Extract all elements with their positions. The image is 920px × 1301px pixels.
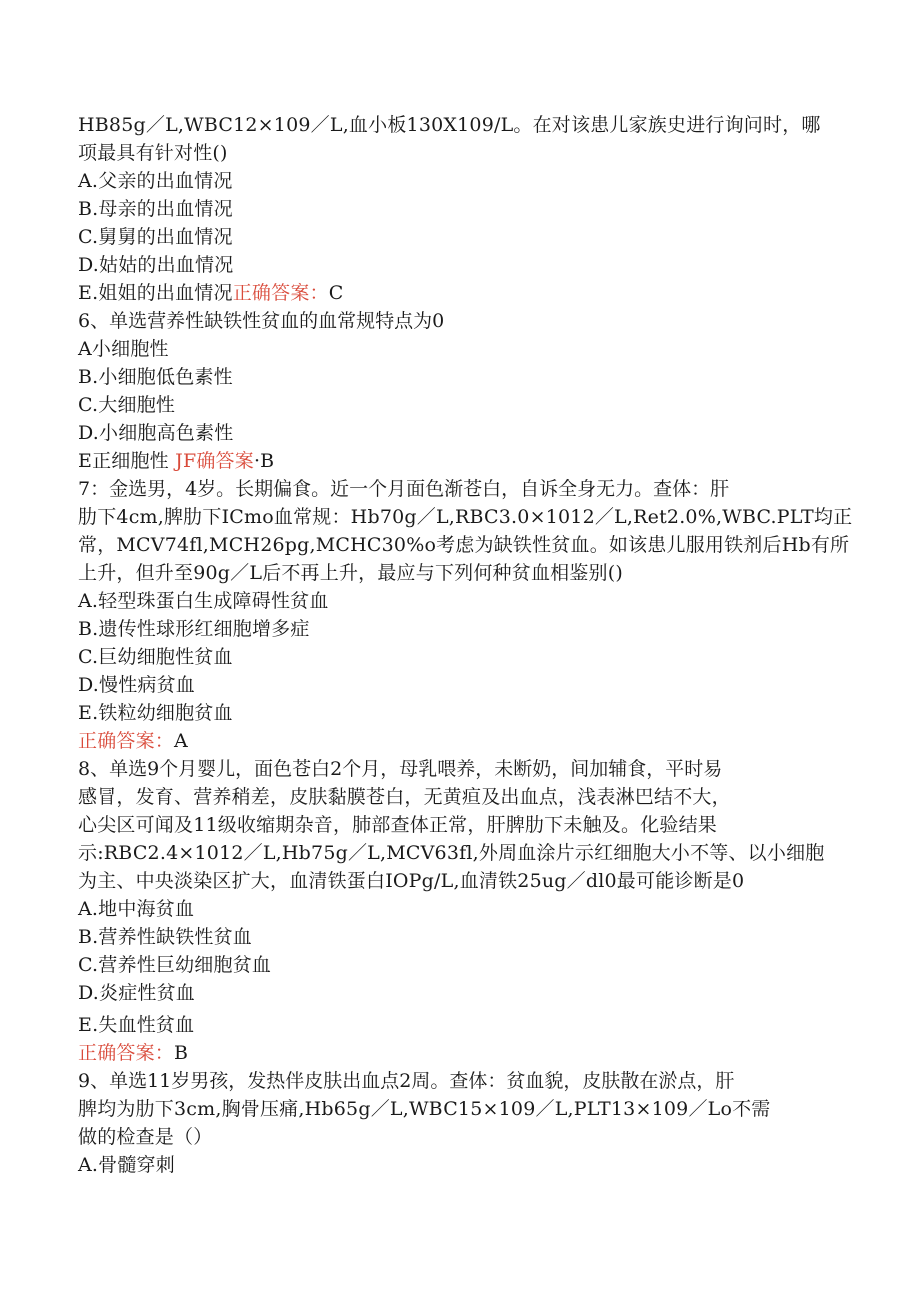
q6-option-d: D.小细胞高色素性 bbox=[78, 422, 234, 444]
q7-option-d: D.慢性病贫血 bbox=[78, 674, 195, 696]
q6-option-a: A小细胞性 bbox=[78, 338, 169, 360]
q8-option-a: A.地中海贫血 bbox=[78, 898, 195, 920]
q5-stem-line-2: 项最具有针对性() bbox=[78, 142, 228, 164]
q6-answer-value: ·B bbox=[253, 450, 275, 472]
q5-stem-line-1: HB85g／L,WBC12×109／L,血小板130X109/L。在对该患儿家族史进行询问时，哪 bbox=[78, 114, 821, 136]
q7-stem-line-3: 常，MCV74fl,MCH26pg,MCHC30%o考虑为缺铁性贫血。如该患儿服用铁剂后Hb有所 bbox=[78, 534, 850, 556]
q5-answer-value: C bbox=[328, 282, 344, 304]
q6-option-e-line bbox=[78, 448, 274, 474]
q7-stem-line-4: 上升，但升至90g／L后不再上升，最应与下列何种贫血相鉴别() bbox=[78, 562, 623, 584]
q9-stem-line-3: 做的检查是（） bbox=[78, 1126, 213, 1148]
q7-stem-line-2: 肋下4cm,脾肋下ICmo血常规：Hb70g／L,RBC3.0×1012／L,Ret2.0%,WBC.PLT均正 bbox=[78, 506, 853, 528]
q5-option-e: E.姐姐的出血情况 bbox=[78, 282, 233, 304]
q7-answer-label: 正确答案： bbox=[78, 730, 175, 752]
q7-option-c: C.巨幼细胞性贫血 bbox=[78, 646, 233, 668]
q8-stem-line-3: 心尖区可闻及11级收缩期杂音，肺部查体正常，肝脾肋下未触及。化验结果 bbox=[78, 814, 717, 836]
q9-stem-line-2: 脾均为肋下3cm,胸骨压痛,Hb65g／L,WBC15×109／L,PLT13×109／Lo不需 bbox=[78, 1098, 771, 1120]
q8-option-b: B.营养性缺铁性贫血 bbox=[78, 926, 253, 948]
q8-answer-label: 正确答案： bbox=[78, 1042, 175, 1064]
q7-stem-line-1: 7：金选男，4岁。长期偏食。近一个月面色渐苍白，自诉全身无力。查体：肝 bbox=[78, 478, 730, 500]
q5-option-e-line bbox=[78, 280, 343, 306]
q6-answer-label: JF确答案 bbox=[175, 450, 254, 472]
q8-option-c: C.营养性巨幼细胞贫血 bbox=[78, 954, 272, 976]
q6-option-e: E正细胞性 bbox=[78, 450, 176, 472]
q6-stem: 6、单选营养性缺铁性贫血的血常规特点为0 bbox=[78, 310, 445, 332]
q5-answer-label: 正确答案： bbox=[232, 282, 329, 304]
q8-stem-line-5: 为主、中央淡染区扩大，血清铁蛋白IOPg/L,血清铁25ug／dl0最可能诊断是0 bbox=[78, 870, 745, 892]
q6-option-b: B.小细胞低色素性 bbox=[78, 366, 233, 388]
q7-answer-value: A bbox=[174, 730, 188, 752]
q8-answer-line bbox=[78, 1040, 188, 1066]
q9-stem-line-1: 9、单选11岁男孩，发热伴皮肤出血点2周。查体：贫血貌，皮肤散在淤点，肝 bbox=[78, 1070, 735, 1092]
q5-option-d: D.姑姑的出血情况 bbox=[78, 254, 234, 276]
q8-option-d: D.炎症性贫血 bbox=[78, 982, 195, 1004]
q8-option-e: E.失血性贫血 bbox=[78, 1014, 195, 1036]
q5-option-c: C.舅舅的出血情况 bbox=[78, 226, 233, 248]
q8-stem-line-1: 8、单选9个月婴儿，面色苍白2个月，母乳喂养，未断奶，间加辅食，平时易 bbox=[78, 758, 723, 780]
q7-option-e: E.铁粒幼细胞贫血 bbox=[78, 702, 233, 724]
q6-option-c: C.大细胞性 bbox=[78, 394, 176, 416]
q5-option-b: B.母亲的出血情况 bbox=[78, 198, 233, 220]
q8-stem-line-2: 感冒，发育、营养稍差，皮肤黏膜苍白，无黄疸及出血点，浅表淋巴结不大， bbox=[78, 786, 731, 808]
q5-option-a: A.父亲的出血情况 bbox=[78, 170, 233, 192]
q8-stem-line-4: 示:RBC2.4×1012／L,Hb75g／L,MCV63fl,外周血涂片示红细胞大小不等、以小细胞 bbox=[78, 842, 825, 864]
q7-answer-line bbox=[78, 728, 188, 754]
q8-answer-value: B bbox=[174, 1042, 189, 1064]
q9-option-a: A.骨髓穿刺 bbox=[78, 1154, 175, 1176]
q7-option-b: B.遗传性球形红细胞增多症 bbox=[78, 618, 310, 640]
q7-option-a: A.轻型珠蛋白生成障碍性贫血 bbox=[78, 590, 329, 612]
